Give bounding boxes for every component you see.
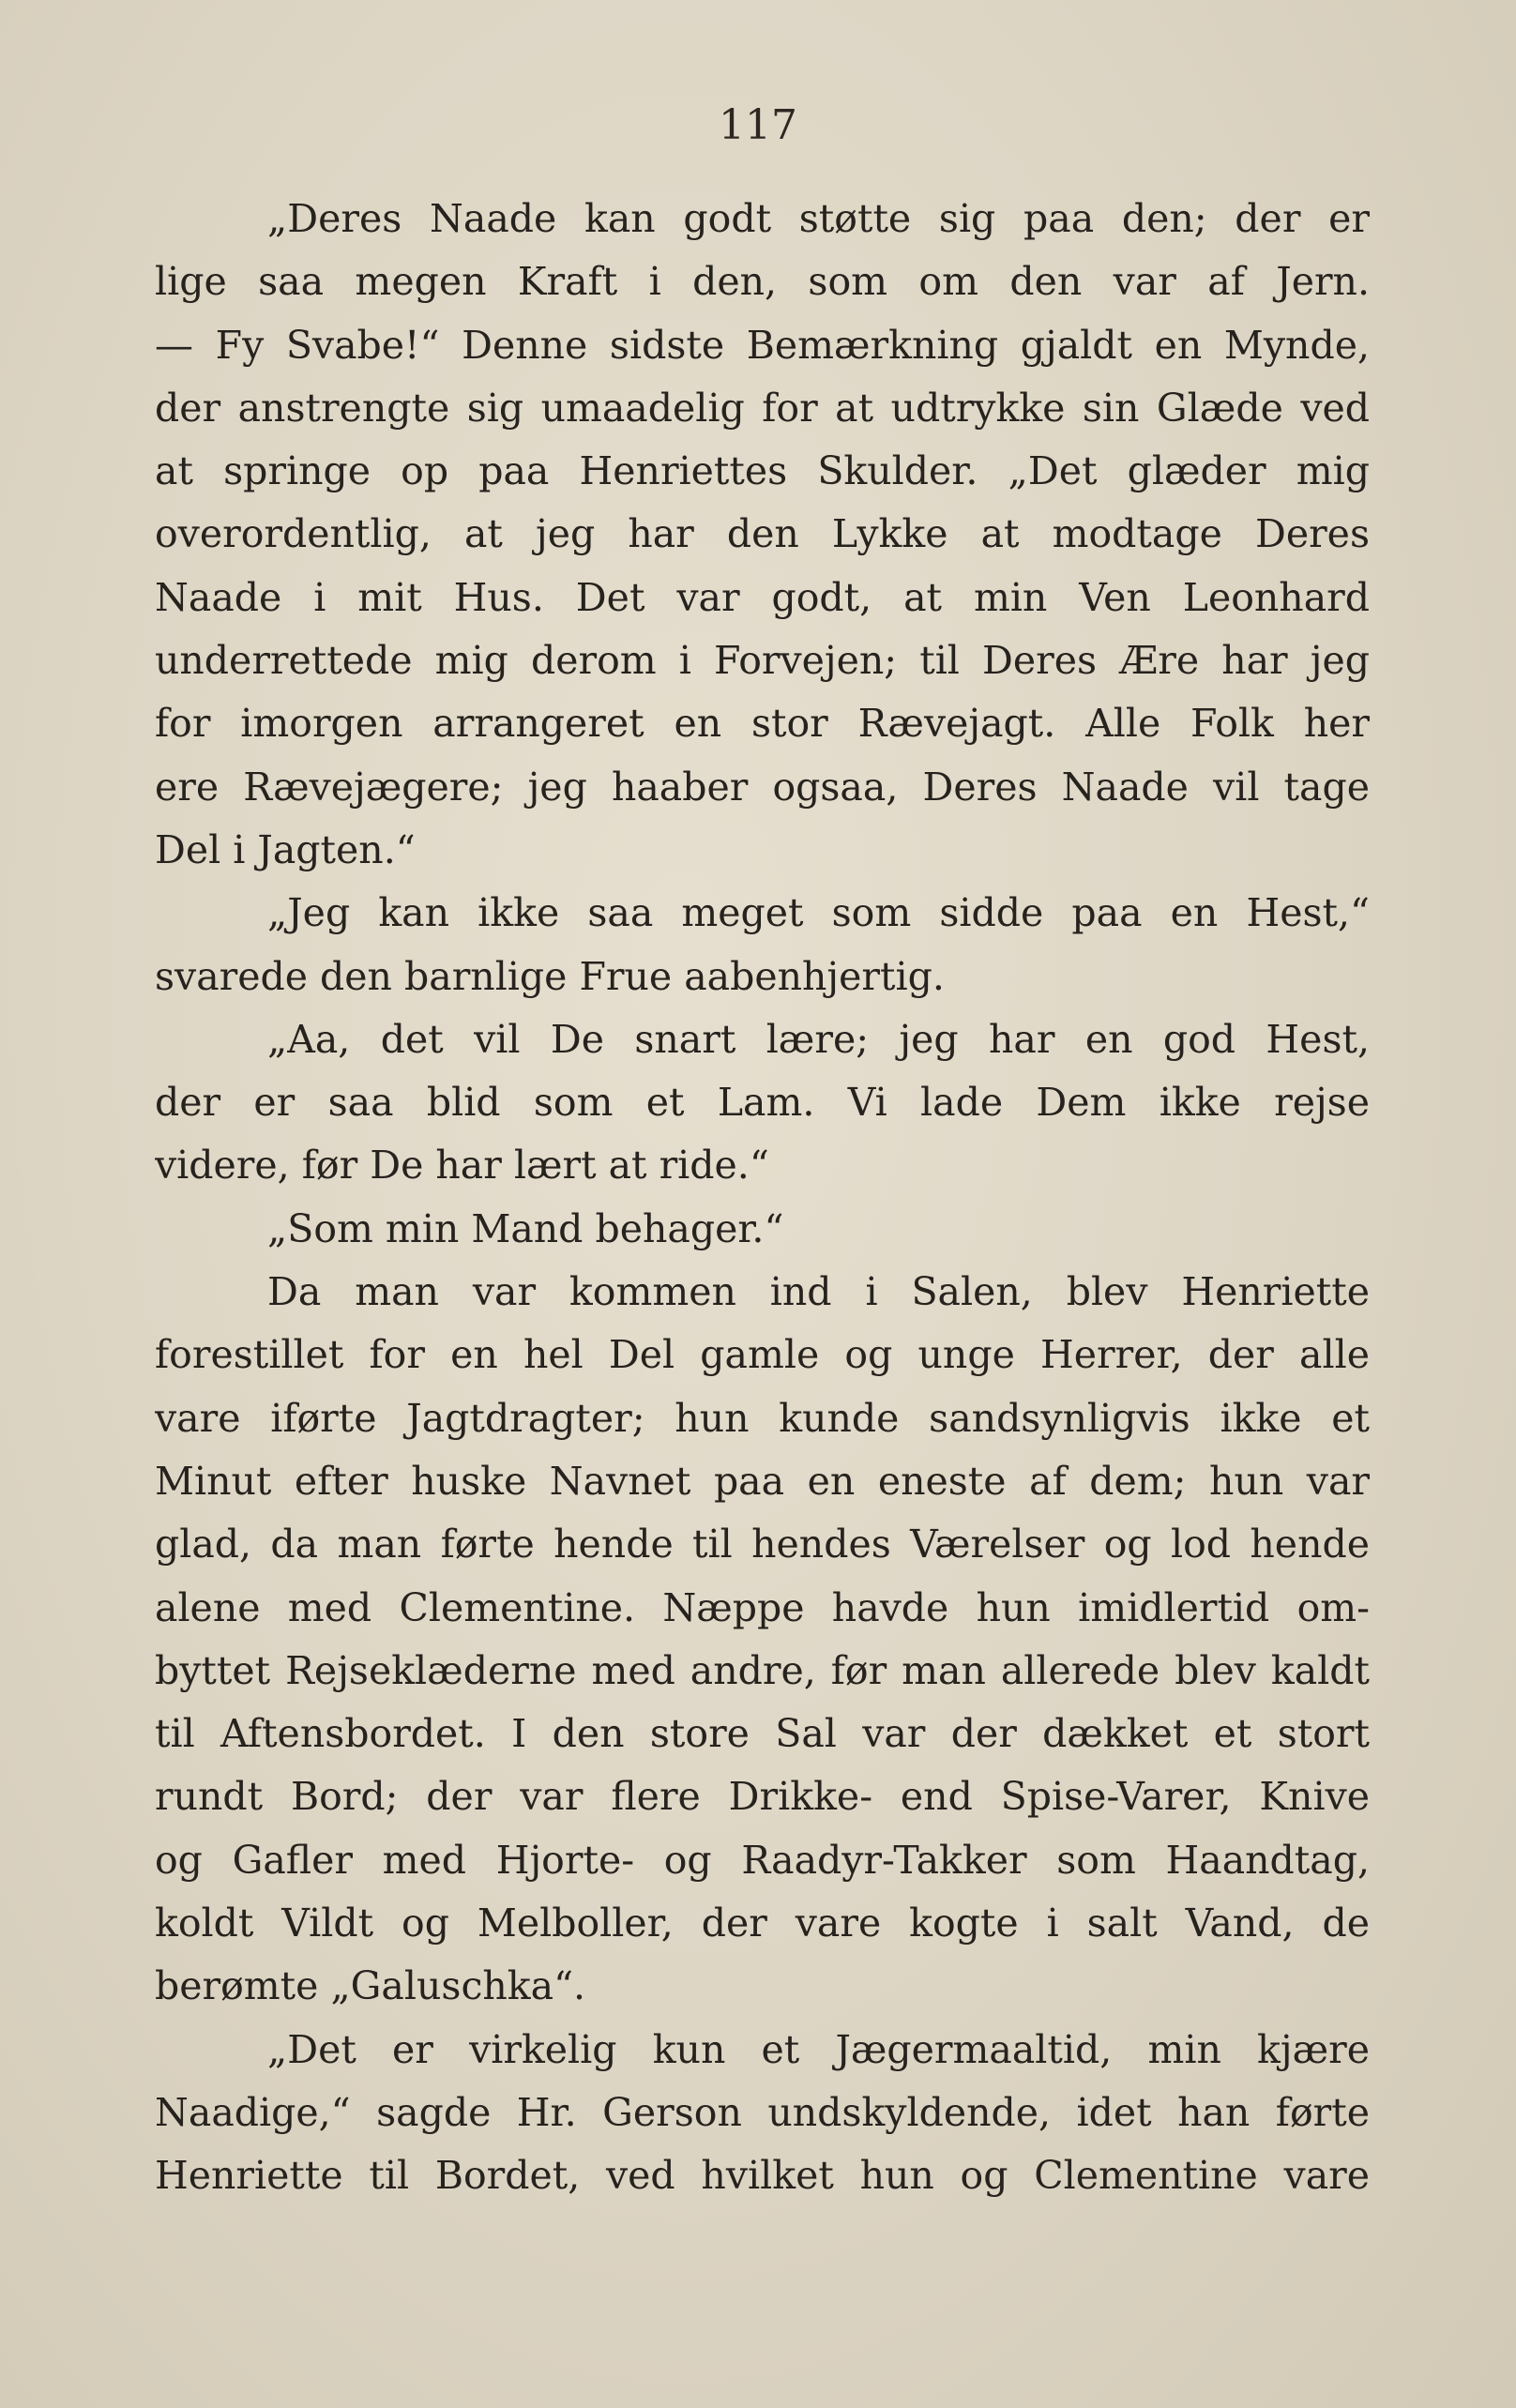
page-number: 117 [719,101,797,149]
body-text [155,188,1370,2208]
text-line: alene med Clementine. Næppe havde hun imidlertid om- [155,1584,1370,1630]
text-line: „Som min Mand behager.“ [267,1205,784,1251]
text-line: Henriette til Bordet, ved hvilket hun og Clementine vare [155,2153,1370,2199]
text-line: svarede den barnlige Frue aabenhjertig. [155,953,945,999]
text-line: glad, da man førte hende til hendes Værelser og lod hende [155,1522,1370,1567]
text-line: „Jeg kan ikke saa meget som sidde paa en Hest,“ [267,890,1370,936]
text-line: forestillet for en hel Del gamle og unge Herrer, der alle [155,1332,1370,1378]
text-line: rundt Bord; der var flere Drikke- end Spise-Varer, Knive [155,1774,1370,1820]
text-line: „Aa, det vil De snart lære; jeg har en god Hest, [267,1016,1370,1062]
text-line: Naade i mit Hus. Det var godt, at min Ven Leonhard [155,574,1370,620]
text-line: — Fy Svabe!“ Denne sidste Bemærkning gjaldt en Mynde, [155,322,1370,368]
text-line: der anstrengte sig umaadelig for at udtrykke sin Glæde ved [155,385,1370,431]
text-line: underrettede mig derom i Forvejen; til Deres Ære har jeg [155,638,1370,684]
text-line: til Aftensbordet. I den store Sal var der dækket et stort [155,1711,1370,1757]
text-line: ere Rævejægere; jeg haaber ogsaa, Deres Naade vil tage [155,764,1370,810]
text-line: for imorgen arrangeret en stor Rævejagt. Alle Folk her [155,701,1370,747]
text-line: „Det er virkelig kun et Jægermaaltid, min kjære [267,2026,1370,2072]
text-line: vare iførte Jagtdragter; hun kunde sandsynligvis ikke et [155,1395,1370,1441]
text-line: berømte „Galuschka“. [155,1963,586,2009]
text-line: videre, før De har lært at ride.“ [155,1143,769,1189]
text-line: Minut efter huske Navnet paa en eneste af dem; hun var [155,1458,1370,1504]
text-line: og Gafler med Hjorte- og Raadyr-Takker som Haandtag, [155,1837,1370,1883]
text-line: Del i Jagten.“ [155,826,416,872]
text-line: „Deres Naade kan godt støtte sig paa den; der er [267,196,1370,241]
text-line: der er saa blid som et Lam. Vi lade Dem ikke rejse [155,1080,1370,1126]
text-line: byttet Rejseklæderne med andre, før man allerede blev kaldt [155,1647,1370,1693]
text-line: lige saa megen Kraft i den, som om den var af Jern. [155,259,1370,305]
text-line: Naadige,“ sagde Hr. Gerson undskyldende, idet han førte [155,2089,1370,2135]
text-line: koldt Vildt og Melboller, der vare kogte i salt Vand, de [155,1901,1370,1946]
text-line: Da man var kommen ind i Salen, blev Henriette [267,1269,1370,1315]
text-line: overordentlig, at jeg har den Lykke at modtage Deres [155,511,1370,557]
text-line: at springe op paa Henriettes Skulder. „Det glæder mig [155,448,1370,494]
